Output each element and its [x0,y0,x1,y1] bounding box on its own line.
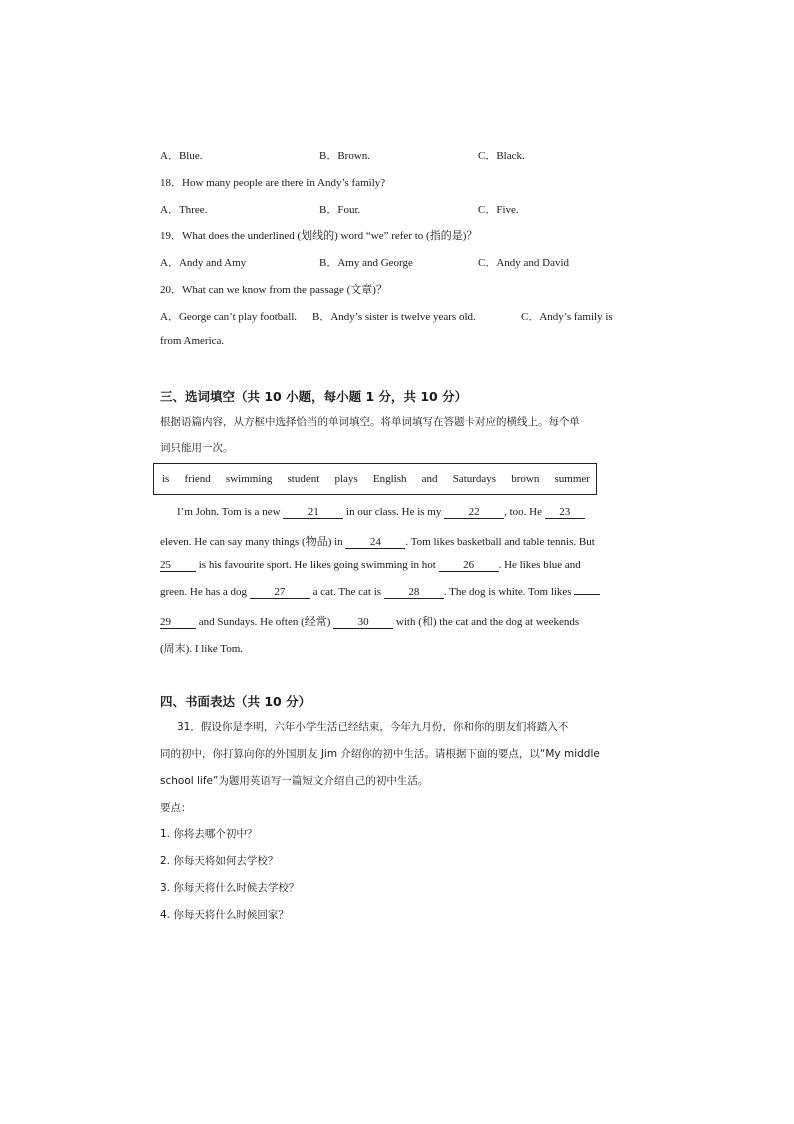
blank-29-start[interactable] [574,594,600,595]
section4-point: 4. 你每天将什么时候回家？ [160,909,289,921]
q18-option-a: A．Three. [160,204,208,216]
word-bank-item: plays [334,473,358,485]
blank-29[interactable]: 29 [160,616,196,629]
q17-option-a: A．Blue. [160,150,203,162]
word-bank-item: and [421,473,438,485]
passage-line: I’m John. Tom is a new 21 in our class. He is my 22 , too. He 23 [177,506,585,519]
word-bank-item: summer [554,473,590,485]
q19-option-b: B．Amy and George [319,257,413,269]
blank-21[interactable]: 21 [283,506,343,519]
q20-stem: 20．What can we know from the passage (文章)？ [160,284,387,296]
q20-option-b: B．Andy’s sister is twelve years old. [312,311,476,323]
section4-prompt-line1: 31．假设你是李明，六年小学生活已经结束，今年九月份，你和你的朋友们将踏入不 [177,721,569,733]
blank-26[interactable]: 26 [439,559,499,572]
q17-option-c: C．Black. [478,150,525,162]
q20-option-a: A．George can’t play football. [160,311,298,323]
word-bank-item: is [162,473,170,485]
passage-line: 25 is his favourite sport. He likes going swimming in hot 26 . He likes blue and [160,559,581,571]
section4-prompt-line3: school life”为题用英语写一篇短文介绍自己的初中生活。 [160,775,429,787]
word-bank-item: friend [184,473,211,485]
word-bank-item: student [287,473,320,485]
q18-stem: 18．How many people are there in Andy’s family? [160,177,386,189]
q20-option-c: C．Andy’s family is [521,311,613,323]
section4-points-label: 要点： [160,802,192,814]
section4-point: 3. 你每天将什么时候去学校？ [160,882,300,894]
blank-25[interactable]: 25 [160,559,196,572]
section3-heading: 三、选词填空（共 10 小题，每小题 1 分，共 10 分） [160,389,468,404]
blank-24[interactable]: 24 [345,536,405,549]
passage-line: 29 and Sundays. He often (经常) 30 with (和) the cat and the dog at weekends [160,616,580,628]
word-bank-item: brown [511,473,540,485]
q19-option-c: C．Andy and David [478,257,570,269]
blank-30[interactable]: 30 [333,616,393,629]
q20-option-c-continuation: from America. [160,335,225,347]
blank-28[interactable]: 28 [384,586,444,599]
q18-option-b: B．Four. [319,204,361,216]
section4-prompt-line2: 同的初中，你打算向你的外国朋友 Jim 介绍你的初中生活。请根据下面的要点，以“My middle [160,748,600,760]
word-bank-item: swimming [225,473,273,485]
blank-23[interactable]: 23 [545,506,585,519]
passage-line: green. He has a dog 27 a cat. The cat is 28 . The dog is white. Tom likes [160,586,600,599]
q19-option-a: A．Andy and Amy [160,257,247,269]
passage-line: (周末). I like Tom. [160,643,244,655]
blank-22[interactable]: 22 [444,506,504,519]
word-bank-item: Saturdays [452,473,497,485]
blank-27[interactable]: 27 [250,586,310,599]
section3-instruction-line1: 根据语篇内容，从方框中选择恰当的单词填空。将单词填写在答题卡对应的横线上。每个单 [160,416,580,428]
section4-point: 2. 你每天将如何去学校？ [160,855,279,867]
q19-stem: 19．What does the underlined (划线的) word “we” refer to (指的是)？ [160,230,478,242]
word-bank-item: English [372,473,407,485]
section4-point: 1. 你将去哪个初中？ [160,828,258,840]
section4-heading: 四、书面表达（共 10 分） [160,694,312,709]
q17-option-b: B．Brown. [319,150,371,162]
section3-instruction-line2: 词只能用一次。 [160,442,234,454]
q18-option-c: C．Five. [478,204,519,216]
word-bank-box [153,463,597,495]
passage-line: eleven. He can say many things (物品) in 24 . Tom likes basketball and table tennis. But [160,536,595,548]
